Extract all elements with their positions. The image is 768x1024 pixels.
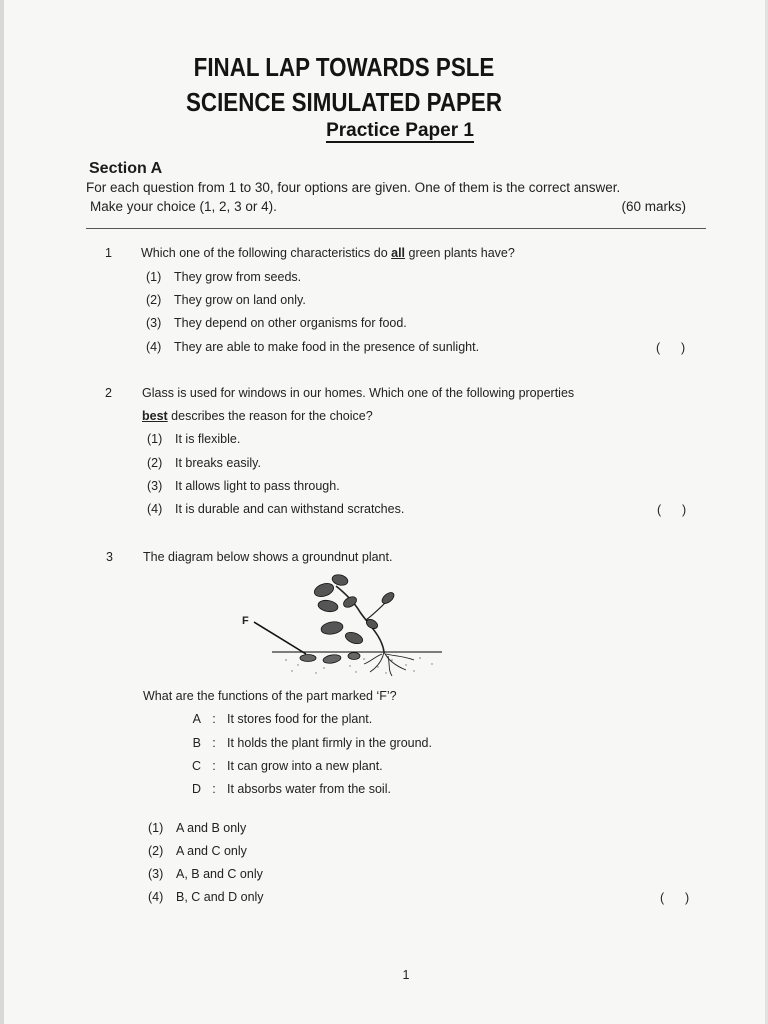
instruction-line1: For each question from 1 to 30, four options are given. One of them is the correct answer. — [86, 180, 621, 195]
answer-option[interactable]: (1) A and B only — [148, 821, 247, 835]
plant-branch — [366, 602, 386, 620]
groundnut-pods — [300, 653, 360, 665]
page-number: 1 — [402, 968, 410, 982]
answer-option[interactable]: (2) A and C only — [148, 844, 247, 858]
question-prompt: What are the functions of the part marked ‘F’? — [143, 689, 397, 703]
statement-item: D : It absorbs water from the soil. — [191, 782, 391, 796]
statement-item: B : It holds the plant firmly in the ground. — [192, 736, 432, 750]
paper-subtitle: Practice Paper 1 — [326, 120, 474, 141]
section-heading: Section A — [89, 160, 163, 177]
section-marks: (60 marks) — [621, 199, 686, 214]
answer-option[interactable]: (4) B, C and D only — [148, 890, 264, 904]
page-edge-left — [0, 0, 4, 1024]
question-text-line1: Glass is used for windows in our homes. Which one of the following properties — [142, 386, 575, 400]
answer-option[interactable]: (2) They grow on land only. — [146, 293, 306, 307]
answer-bracket[interactable]: ( ) — [660, 891, 690, 905]
roots — [364, 652, 414, 676]
answer-option[interactable]: (2) It breaks easily. — [147, 456, 261, 470]
section-divider — [86, 228, 706, 229]
pointer-line — [254, 622, 306, 654]
instruction-line2: Make your choice (1, 2, 3 or 4). — [90, 199, 277, 214]
plant-leaves — [313, 573, 396, 646]
question-text: Which one of the following characteristics do all green plants have? — [141, 246, 515, 260]
paper-title-line1: FINAL LAP TOWARDS PSLE — [193, 52, 495, 82]
answer-option[interactable]: (1) It is flexible. — [147, 432, 241, 446]
answer-option[interactable]: (1) They grow from seeds. — [146, 270, 302, 284]
answer-option[interactable]: (3) A, B and C only — [148, 867, 263, 881]
question-number: 3 — [106, 550, 113, 564]
answer-option[interactable]: (3) It allows light to pass through. — [147, 479, 340, 493]
answer-bracket[interactable]: ( ) — [657, 503, 687, 517]
question-text-line2: best describes the reason for the choice? — [142, 409, 373, 423]
question-number: 1 — [105, 246, 112, 260]
diagram-label-f: F — [242, 615, 249, 627]
groundnut-plant-diagram — [236, 572, 446, 680]
statement-item: A : It stores food for the plant. — [192, 712, 373, 726]
statement-item: C : It can grow into a new plant. — [191, 759, 383, 773]
answer-option[interactable]: (4) They are able to make food in the presence of sunlight. — [146, 340, 480, 354]
question-number: 2 — [105, 386, 112, 400]
answer-bracket[interactable]: ( ) — [656, 341, 686, 355]
answer-option[interactable]: (3) They depend on other organisms for food. — [146, 316, 407, 330]
question-text: The diagram below shows a groundnut plant. — [143, 550, 393, 564]
paper-title-line2: SCIENCE SIMULATED PAPER — [186, 87, 502, 117]
answer-option[interactable]: (4) It is durable and can withstand scratches. — [147, 502, 405, 516]
